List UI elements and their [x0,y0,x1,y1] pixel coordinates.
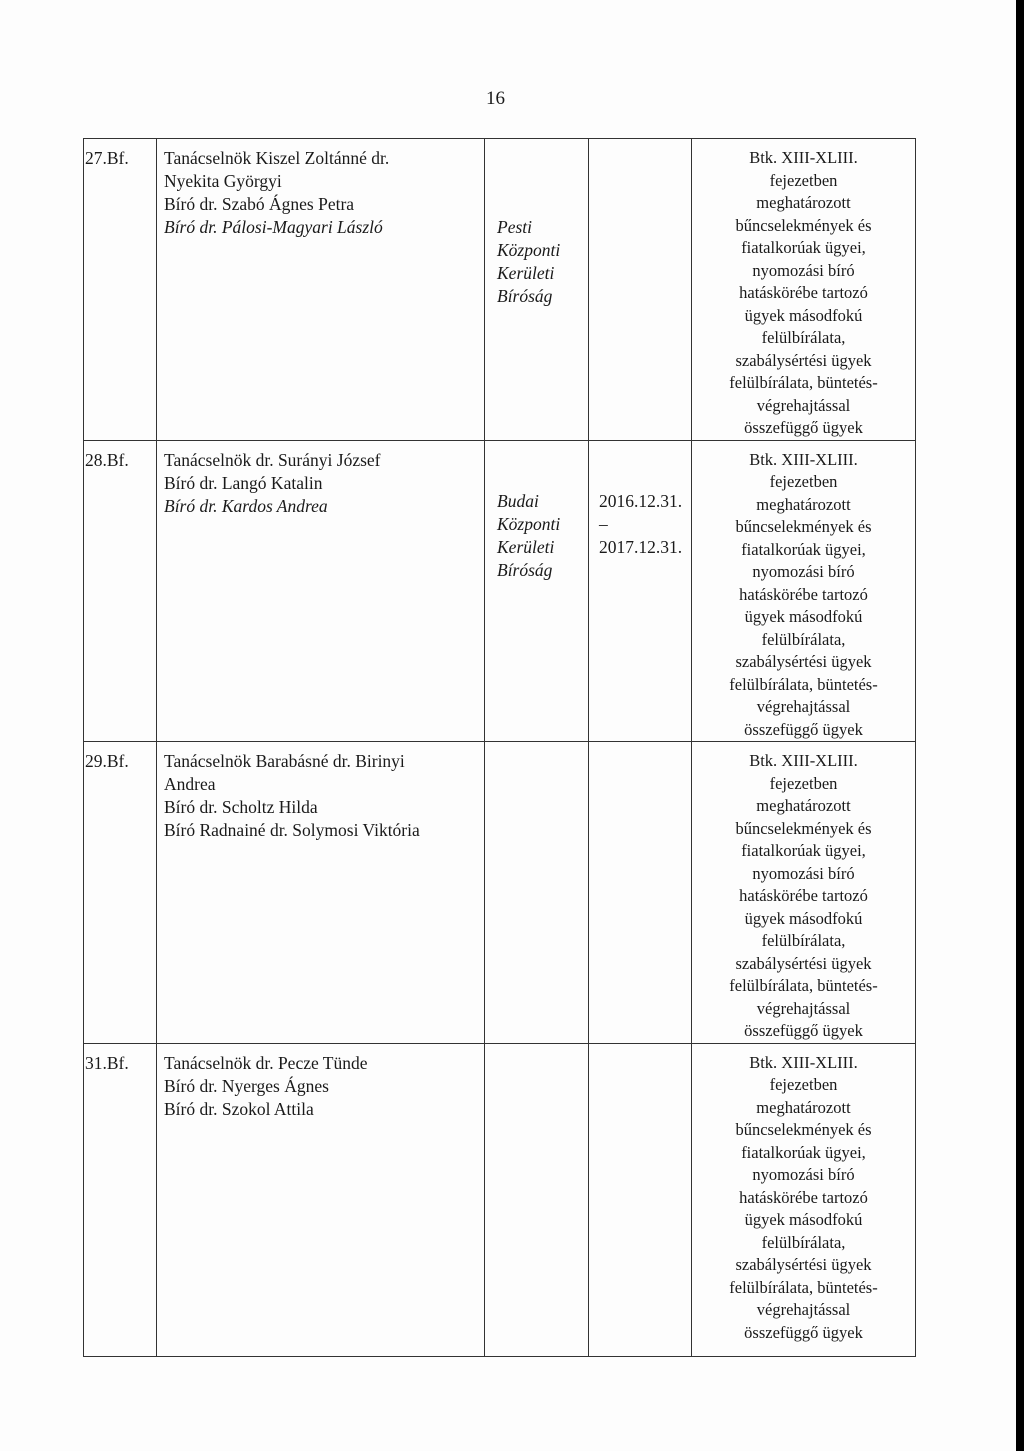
panel-number: 28.Bf. [85,449,129,470]
scope-line: nyomozási bíró [752,863,855,883]
scope-line: hatáskörébe tartozó [739,584,868,604]
scope-line: felülbírálata, büntetés- [729,373,878,392]
scope-line: végrehajtással [756,1300,851,1319]
scope-line: fiatalkorúak ügyei, [741,1142,866,1162]
scope-line: bűncselekmények és [735,215,872,235]
panel-assignment-table [83,138,916,1357]
scope-line: végrehajtással [756,395,851,415]
member-line: Bíró dr. Scholtz Hilda [164,797,318,817]
table-row [84,742,916,1044]
panel-number-cell [84,1043,157,1356]
scope-line: hatáskörébe tartozó [739,886,868,905]
scope-line: felülbírálata, büntetés- [729,976,878,995]
period-cell [589,742,692,1044]
period-cell [589,1043,692,1356]
scope-line: fejezetben [769,1075,838,1094]
member-line: Andrea [164,774,216,794]
member-line: Bíró dr. Szokol Attila [164,1098,314,1119]
member-line: Bíró dr. Szabó Ágnes Petra [164,194,355,214]
member-line: Bíró dr. Nyerges Ágnes [164,1075,329,1096]
scope-cell [692,139,916,441]
scope-line: meghatározott [756,494,851,514]
scope-cell [692,742,916,1044]
panel-number: 29.Bf. [85,751,129,771]
court-line: Budai [497,490,539,511]
scope-line: fejezetben [769,773,838,793]
scope-line: nyomozási bíró [752,562,855,581]
court-line: Kerületi [497,536,555,557]
scope-line: nyomozási bíró [752,260,855,280]
member-line: Bíró dr. Kardos Andrea [164,495,328,516]
scope-line: összefüggő ügyek [744,418,863,437]
scope-line: összefüggő ügyek [744,1021,863,1040]
member-line: Bíró dr. Langó Katalin [164,472,323,493]
scope-line: végrehajtással [756,998,851,1018]
scope-line: bűncselekmények és [735,1120,872,1139]
member-line: Bíró Radnainé dr. Solymosi Viktória [164,820,420,840]
scope-line: szabálysértési ügyek [735,1255,872,1274]
table-row [84,139,916,441]
court-cell [485,742,589,1044]
scope-line: hatáskörébe tartozó [739,1187,868,1207]
scope-line: bűncselekmények és [735,818,872,838]
scope-line: ügyek másodfokú [744,607,863,626]
member-line: Tanácselnök Kiszel Zoltánné dr. [164,148,390,168]
member-line: Nyekita Györgyi [164,171,282,191]
court-line: Bíróság [497,286,553,306]
period-end: 2017.12.31. [599,536,683,557]
scope-line: felülbírálata, büntetés- [729,1277,878,1297]
court-cell [485,1043,589,1356]
scope-line: meghatározott [756,193,851,212]
court-line: Központi [497,513,561,534]
panel-number-cell [84,139,157,441]
scope-line: szabálysértési ügyek [735,953,872,973]
scope-line: összefüggő ügyek [744,719,863,739]
scope-line: felülbírálata, [761,629,846,649]
panel-members-cell [157,139,485,441]
panel-number: 31.Bf. [85,1052,129,1073]
member-line: Tanácselnök Barabásné dr. Birinyi [164,751,405,771]
scope-line: nyomozási bíró [752,1165,855,1184]
member-line: Tanácselnök dr. Surányi József [164,449,381,470]
panel-number: 27.Bf. [85,148,129,168]
scope-line: fiatalkorúak ügyei, [741,238,866,257]
panel-members-cell [157,742,485,1044]
scope-line: ügyek másodfokú [744,305,863,325]
page-number: 16 [486,88,505,109]
scope-line: Btk. XIII-XLIII. [749,449,858,469]
period-cell [589,139,692,441]
scope-line: felülbírálata, büntetés- [729,674,878,694]
scope-line: fiatalkorúak ügyei, [741,841,866,860]
table-row [84,440,916,742]
court-line: Központi [497,240,561,260]
scope-line: fejezetben [769,170,838,190]
court-line: Kerületi [497,263,555,283]
scope-line: fejezetben [769,472,838,491]
scope-line: Btk. XIII-XLIII. [749,1052,858,1072]
court-line: Bíróság [497,559,553,580]
member-line: Bíró dr. Pálosi-Magyari László [164,217,383,237]
court-cell [485,440,589,742]
period-start: 2016.12.31. – [599,490,683,534]
scope-line: felülbírálata, [761,328,846,347]
scope-line: Btk. XIII-XLIII. [749,751,858,770]
scope-line: fiatalkorúak ügyei, [741,539,866,559]
panel-number-cell [84,742,157,1044]
scope-line: végrehajtással [756,697,851,716]
scope-line: szabálysértési ügyek [735,652,872,671]
member-line: Tanácselnök dr. Pecze Tünde [164,1052,368,1073]
scope-line: meghatározott [756,1097,851,1117]
scope-line: hatáskörébe tartozó [739,283,868,302]
scope-line: meghatározott [756,796,851,815]
scope-line: felülbírálata, [761,931,846,950]
table-row [84,1043,916,1356]
scope-line: ügyek másodfokú [744,908,863,928]
scope-line: szabálysértési ügyek [735,350,872,370]
scope-line: Btk. XIII-XLIII. [749,148,858,167]
scope-cell [692,440,916,742]
scope-line: bűncselekmények és [735,517,872,536]
court-line: Pesti [497,217,532,237]
period-cell [589,440,692,742]
scope-cell [692,1043,916,1356]
scope-line: ügyek másodfokú [744,1210,863,1229]
panel-members-cell [157,440,485,742]
court-cell [485,139,589,441]
scope-line: összefüggő ügyek [744,1322,863,1342]
panel-members-cell [157,1043,485,1356]
scope-line: felülbírálata, [761,1232,846,1252]
panel-number-cell [84,440,157,742]
